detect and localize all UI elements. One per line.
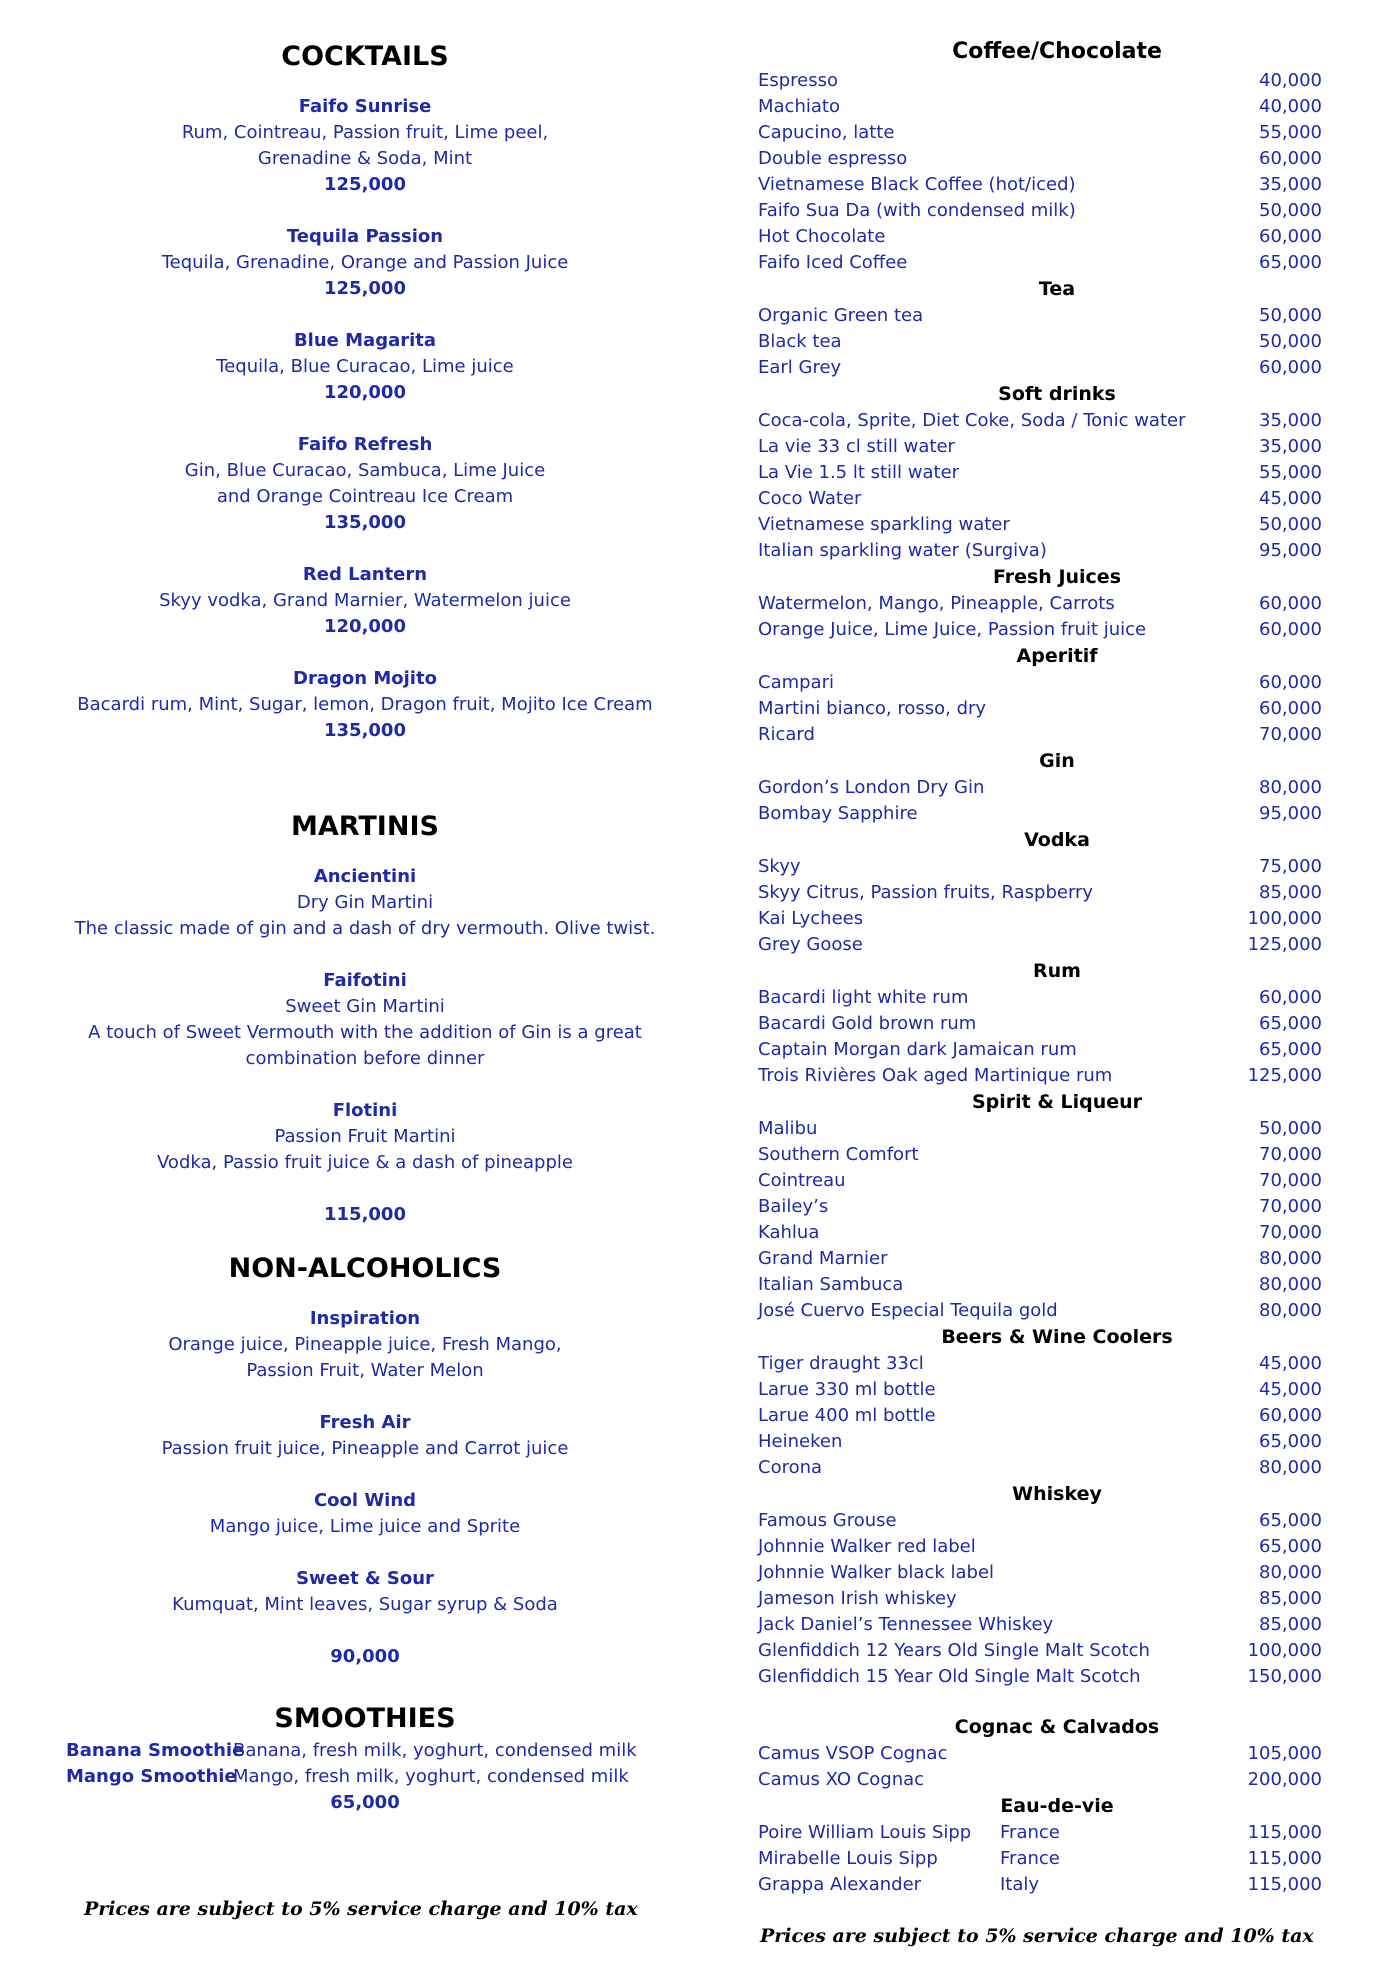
martini-subtitle: Dry Gin Martini <box>296 892 434 913</box>
cocktail-name: Dragon Mojito <box>293 668 437 689</box>
drink-name: Ricard <box>758 724 815 745</box>
drink-price: 75,000 <box>1259 856 1322 877</box>
drink-name: Watermelon, Mango, Pineapple, Carrots <box>758 593 1115 614</box>
drink-price: 45,000 <box>1259 1353 1322 1374</box>
price-row <box>752 801 1332 827</box>
martini-description: Vodka, Passio fruit juice & a dash of pineapple <box>157 1152 573 1173</box>
price-row <box>752 1534 1332 1560</box>
cocktail-price: 135,000 <box>324 512 406 533</box>
price-row <box>752 146 1332 172</box>
drink-name: Italian sparkling water (Surgiva) <box>758 540 1047 561</box>
price-row <box>752 1298 1332 1324</box>
drink-name: Coco Water <box>758 488 862 509</box>
drink-name: Cointreau <box>758 1170 846 1191</box>
price-row <box>752 1011 1332 1037</box>
drink-price: 65,000 <box>1259 1013 1322 1034</box>
non-alcoholic-name: Fresh Air <box>319 1412 411 1433</box>
price-row <box>752 932 1332 958</box>
martinis-price: 115,000 <box>324 1204 406 1225</box>
smoothie-name: Mango Smoothie <box>66 1766 237 1787</box>
smoothie-row <box>66 1764 664 1790</box>
section-heading-aperitif: Aperitif <box>1016 645 1098 667</box>
cocktail-price: 125,000 <box>324 174 406 195</box>
drink-name: Bacardi Gold brown rum <box>758 1013 977 1034</box>
cocktail-list <box>66 94 664 744</box>
drink-price: 40,000 <box>1259 96 1322 117</box>
cocktail-item <box>66 666 664 744</box>
drink-name: Jack Daniel’s Tennessee Whiskey <box>758 1614 1054 1635</box>
drink-name: Grey Goose <box>758 934 863 955</box>
section-heading-rum: Rum <box>1033 960 1081 982</box>
drink-price: 95,000 <box>1259 803 1322 824</box>
price-row <box>752 1194 1332 1220</box>
drink-price: 105,000 <box>1247 1743 1322 1764</box>
drink-price: 40,000 <box>1259 70 1322 91</box>
martini-name: Ancientini <box>313 866 417 887</box>
drink-price: 100,000 <box>1247 908 1322 929</box>
drink-name: Famous Grouse <box>758 1510 897 1531</box>
non-alcoholic-item <box>66 1488 664 1540</box>
drink-name: Larue 330 ml bottle <box>758 1379 936 1400</box>
smoothie-description: Mango, fresh milk, yoghurt, condensed milk <box>233 1766 629 1787</box>
drink-name: Camus XO Cognac <box>758 1769 925 1790</box>
non-alcoholics-list <box>66 1306 664 1618</box>
drink-price: 45,000 <box>1259 1379 1322 1400</box>
section-spacer <box>752 1690 1332 1714</box>
cocktail-description: Tequila, Grenadine, Orange and Passion Juice <box>161 252 569 273</box>
price-row <box>752 486 1332 512</box>
drink-name: Corona <box>758 1457 823 1478</box>
martini-name: Flotini <box>332 1100 398 1121</box>
price-row <box>752 880 1332 906</box>
drink-name: Espresso <box>758 70 839 91</box>
drink-name: Vietnamese sparkling water <box>758 514 1010 535</box>
drink-price: 60,000 <box>1259 987 1322 1008</box>
price-row <box>752 1820 1332 1846</box>
non-alcoholic-description: Passion fruit juice, Pineapple and Carrot juice <box>161 1438 569 1459</box>
martini-description: The classic made of gin and a dash of dry vermouth. Olive twist. <box>74 918 656 939</box>
price-row <box>752 670 1332 696</box>
drink-price: 150,000 <box>1247 1666 1322 1687</box>
cocktail-description: Bacardi rum, Mint, Sugar, lemon, Dragon fruit, Mojito Ice Cream <box>77 694 653 715</box>
drink-price: 125,000 <box>1247 934 1322 955</box>
drink-price: 80,000 <box>1259 777 1322 798</box>
martini-subtitle: Sweet Gin Martini <box>285 996 445 1017</box>
martini-item <box>66 968 664 1072</box>
price-row <box>752 120 1332 146</box>
drink-price: 35,000 <box>1259 174 1322 195</box>
cocktail-item <box>66 94 664 198</box>
price-row <box>752 1455 1332 1481</box>
drink-name: Johnnie Walker black label <box>758 1562 995 1583</box>
drink-name: Bacardi light white rum <box>758 987 969 1008</box>
drink-name: Orange Juice, Lime Juice, Passion fruit juice <box>758 619 1147 640</box>
drink-price: 65,000 <box>1259 1536 1322 1557</box>
price-row <box>752 1846 1332 1872</box>
drink-price: 60,000 <box>1259 593 1322 614</box>
drink-price: 70,000 <box>1259 1144 1322 1165</box>
drink-name: Malibu <box>758 1118 818 1139</box>
service-charge-note-left: Prices are subject to 5% service charge and 10% tax <box>84 1898 638 1920</box>
service-charge-note-right: Prices are subject to 5% service charge and 10% tax <box>760 1925 1314 1947</box>
cocktail-item <box>66 562 664 640</box>
drink-price: 125,000 <box>1247 1065 1322 1086</box>
non-alcoholic-description: Kumquat, Mint leaves, Sugar syrup & Soda <box>172 1594 558 1615</box>
price-row <box>752 1037 1332 1063</box>
drink-name: Kai Lychees <box>758 908 864 929</box>
section-heading-beers: Beers & Wine Coolers <box>941 1326 1173 1348</box>
drink-name: Campari <box>758 672 834 693</box>
smoothie-name: Banana Smoothie <box>66 1740 245 1761</box>
martini-subtitle: Passion Fruit Martini <box>274 1126 456 1147</box>
price-row <box>752 538 1332 564</box>
drink-price: 65,000 <box>1259 252 1322 273</box>
martinis-title: MARTINIS <box>291 811 439 842</box>
martini-item <box>66 1098 664 1176</box>
section-heading-spirit: Spirit & Liqueur <box>971 1091 1143 1113</box>
drink-price: 85,000 <box>1259 1588 1322 1609</box>
drink-price: 35,000 <box>1259 410 1322 431</box>
price-row <box>752 1664 1332 1690</box>
drink-price: 50,000 <box>1259 514 1322 535</box>
cocktail-name: Blue Magarita <box>293 330 437 351</box>
drink-price: 60,000 <box>1259 698 1322 719</box>
martini-description: A touch of Sweet Vermouth with the addition of Gin is a great <box>88 1022 642 1043</box>
price-row <box>752 1168 1332 1194</box>
drink-name: Glenfiddich 12 Years Old Single Malt Scotch <box>758 1640 1150 1661</box>
drink-price: 80,000 <box>1259 1300 1322 1321</box>
drink-name: La vie 33 cl still water <box>758 436 955 457</box>
smoothies-price: 65,000 <box>330 1792 400 1813</box>
drink-name: Glenfiddich 15 Year Old Single Malt Scotch <box>758 1666 1141 1687</box>
drink-price: 50,000 <box>1259 331 1322 352</box>
drink-name: Machiato <box>758 96 840 117</box>
drink-price: 55,000 <box>1259 122 1322 143</box>
non-alcoholic-item <box>66 1306 664 1384</box>
drink-name: Poire William Louis Sipp <box>758 1822 972 1843</box>
price-row <box>752 1142 1332 1168</box>
price-row <box>752 775 1332 801</box>
drink-name: Skyy Citrus, Passion fruits, Raspberry <box>758 882 1094 903</box>
drink-origin: France <box>1000 1848 1060 1869</box>
drink-name: Mirabelle Louis Sipp <box>758 1848 938 1869</box>
drinks-price-list <box>752 36 1332 1898</box>
drink-name: Martini bianco, rosso, dry <box>758 698 987 719</box>
cocktail-price: 125,000 <box>324 278 406 299</box>
section-heading-gin: Gin <box>1039 750 1075 772</box>
drink-price: 60,000 <box>1259 1405 1322 1426</box>
drink-price: 95,000 <box>1259 540 1322 561</box>
left-column <box>66 40 664 1816</box>
drink-name: Hot Chocolate <box>758 226 886 247</box>
drink-price: 50,000 <box>1259 305 1322 326</box>
smoothie-row <box>66 1738 664 1764</box>
drink-name: Kahlua <box>758 1222 820 1243</box>
non-alcoholic-name: Sweet & Sour <box>296 1568 434 1589</box>
section-heading-cognac: Cognac & Calvados <box>954 1716 1160 1738</box>
cocktail-description: Grenadine & Soda, Mint <box>257 148 473 169</box>
cocktail-description: Tequila, Blue Curacao, Lime juice <box>216 356 514 377</box>
drink-name: Southern Comfort <box>758 1144 919 1165</box>
drink-name: Faifo Iced Coffee <box>758 252 908 273</box>
drink-price: 70,000 <box>1259 1170 1322 1191</box>
drink-price: 35,000 <box>1259 436 1322 457</box>
drink-name: Larue 400 ml bottle <box>758 1405 936 1426</box>
drink-name: Vietnamese Black Coffee (hot/iced) <box>758 174 1076 195</box>
price-row <box>752 1741 1332 1767</box>
drink-price: 70,000 <box>1259 1196 1322 1217</box>
price-row <box>752 1429 1332 1455</box>
cocktails-title: COCKTAILS <box>281 41 449 72</box>
martini-list <box>66 864 664 1176</box>
cocktail-description: Rum, Cointreau, Passion fruit, Lime peel, <box>181 122 549 143</box>
price-row <box>752 1872 1332 1898</box>
cocktail-description: and Orange Cointreau Ice Cream <box>216 486 514 507</box>
drink-price: 200,000 <box>1247 1769 1322 1790</box>
price-row <box>752 906 1332 932</box>
cocktail-name: Faifo Sunrise <box>298 96 432 117</box>
price-row <box>752 1351 1332 1377</box>
drink-name: Bailey’s <box>758 1196 829 1217</box>
drink-price: 115,000 <box>1247 1822 1322 1843</box>
drink-price: 80,000 <box>1259 1457 1322 1478</box>
drink-price: 70,000 <box>1259 724 1322 745</box>
section-heading-whiskey: Whiskey <box>1012 1483 1102 1505</box>
non-alcoholic-item <box>66 1566 664 1618</box>
drink-price: 45,000 <box>1259 488 1322 509</box>
drink-price: 70,000 <box>1259 1222 1322 1243</box>
drink-name: José Cuervo Especial Tequila gold <box>758 1300 1058 1321</box>
non-alcoholic-description: Mango juice, Lime juice and Sprite <box>209 1516 521 1537</box>
martini-name: Faifotini <box>323 970 407 991</box>
price-row <box>752 591 1332 617</box>
cocktail-description: Skyy vodka, Grand Marnier, Watermelon juice <box>159 590 571 611</box>
drink-origin: Italy <box>1000 1874 1040 1895</box>
drink-name: Captain Morgan dark Jamaican rum <box>758 1039 1077 1060</box>
price-row <box>752 1612 1332 1638</box>
non-alcoholic-name: Inspiration <box>309 1308 421 1329</box>
price-row <box>752 1586 1332 1612</box>
drink-price: 60,000 <box>1259 672 1322 693</box>
drink-price: 100,000 <box>1247 1640 1322 1661</box>
drink-name: Double espresso <box>758 148 908 169</box>
price-row <box>752 198 1332 224</box>
smoothie-description: Banana, fresh milk, yoghurt, condensed milk <box>233 1740 637 1761</box>
price-row <box>752 303 1332 329</box>
drink-name: Skyy <box>758 856 801 877</box>
non-alcoholics-title: NON-ALCOHOLICS <box>228 1253 502 1284</box>
drink-price: 65,000 <box>1259 1039 1322 1060</box>
price-row <box>752 1638 1332 1664</box>
price-row <box>752 1272 1332 1298</box>
price-row <box>752 985 1332 1011</box>
drink-name: La Vie 1.5 lt still water <box>758 462 960 483</box>
drink-origin: France <box>1000 1822 1060 1843</box>
smoothies-title: SMOOTHIES <box>274 1703 456 1734</box>
section-heading-soft: Soft drinks <box>998 383 1116 405</box>
price-row <box>752 722 1332 748</box>
price-row <box>752 1560 1332 1586</box>
cocktail-item <box>66 224 664 302</box>
price-row <box>752 224 1332 250</box>
price-row <box>752 68 1332 94</box>
section-heading-eau: Eau-de-vie <box>1000 1795 1114 1817</box>
drink-price: 115,000 <box>1247 1874 1322 1895</box>
price-row <box>752 1767 1332 1793</box>
drink-name: Grappa Alexander <box>758 1874 922 1895</box>
non-alcoholics-price: 90,000 <box>330 1646 400 1667</box>
drink-price: 50,000 <box>1259 200 1322 221</box>
drink-name: Italian Sambuca <box>758 1274 904 1295</box>
price-row <box>752 512 1332 538</box>
price-row <box>752 1220 1332 1246</box>
price-row <box>752 1377 1332 1403</box>
drink-price: 85,000 <box>1259 882 1322 903</box>
drink-name: Johnnie Walker red label <box>758 1536 976 1557</box>
martini-description: combination before dinner <box>245 1048 485 1069</box>
drink-price: 60,000 <box>1259 226 1322 247</box>
drink-name: Capucino, latte <box>758 122 895 143</box>
non-alcoholic-name: Cool Wind <box>313 1490 417 1511</box>
cocktail-description: Gin, Blue Curacao, Sambuca, Lime Juice <box>184 460 546 481</box>
section-heading-coffee: Coffee/Chocolate <box>952 39 1162 64</box>
price-row <box>752 1063 1332 1089</box>
price-row <box>752 329 1332 355</box>
cocktail-item <box>66 328 664 406</box>
drink-name: Tiger draught 33cl <box>758 1353 924 1374</box>
price-row <box>752 408 1332 434</box>
cocktail-price: 120,000 <box>324 616 406 637</box>
drink-price: 60,000 <box>1259 619 1322 640</box>
cocktail-price: 120,000 <box>324 382 406 403</box>
drink-name: Faifo Sua Da (with condensed milk) <box>758 200 1076 221</box>
drink-name: Camus VSOP Cognac <box>758 1743 948 1764</box>
cocktail-price: 135,000 <box>324 720 406 741</box>
drink-price: 80,000 <box>1259 1248 1322 1269</box>
drink-name: Earl Grey <box>758 357 842 378</box>
martini-item <box>66 864 664 942</box>
drink-name: Black tea <box>758 331 842 352</box>
drink-price: 60,000 <box>1259 357 1322 378</box>
drink-name: Gordon’s London Dry Gin <box>758 777 985 798</box>
price-row <box>752 696 1332 722</box>
price-row <box>752 1116 1332 1142</box>
drink-price: 50,000 <box>1259 1118 1322 1139</box>
drink-name: Jameson Irish whiskey <box>758 1588 957 1609</box>
price-row <box>752 355 1332 381</box>
drink-price: 115,000 <box>1247 1848 1322 1869</box>
price-row <box>752 434 1332 460</box>
smoothie-list <box>66 1738 664 1790</box>
price-row <box>752 172 1332 198</box>
non-alcoholic-item <box>66 1410 664 1462</box>
cocktail-name: Faifo Refresh <box>297 434 433 455</box>
drink-price: 55,000 <box>1259 462 1322 483</box>
drink-name: Trois Rivières Oak aged Martinique rum <box>758 1065 1113 1086</box>
drink-name: Bombay Sapphire <box>758 803 918 824</box>
non-alcoholic-description: Orange juice, Pineapple juice, Fresh Mango, <box>168 1334 562 1355</box>
price-row <box>752 250 1332 276</box>
drink-name: Coca-cola, Sprite, Diet Coke, Soda / Tonic water <box>758 410 1186 431</box>
drink-price: 80,000 <box>1259 1562 1322 1583</box>
section-heading-tea: Tea <box>1038 278 1076 300</box>
price-row <box>752 854 1332 880</box>
cocktail-name: Red Lantern <box>302 564 428 585</box>
drink-name: Organic Green tea <box>758 305 924 326</box>
price-row <box>752 1246 1332 1272</box>
section-heading-vodka: Vodka <box>1024 829 1090 851</box>
drink-price: 80,000 <box>1259 1274 1322 1295</box>
price-row <box>752 94 1332 120</box>
price-row <box>752 1508 1332 1534</box>
section-heading-juices: Fresh Juices <box>992 566 1122 588</box>
drink-price: 85,000 <box>1259 1614 1322 1635</box>
cocktail-item <box>66 432 664 536</box>
drink-name: Grand Marnier <box>758 1248 888 1269</box>
cocktail-name: Tequila Passion <box>286 226 444 247</box>
price-row <box>752 617 1332 643</box>
price-row <box>752 1403 1332 1429</box>
price-row <box>752 460 1332 486</box>
drink-price: 60,000 <box>1259 148 1322 169</box>
drink-name: Heineken <box>758 1431 843 1452</box>
drink-price: 65,000 <box>1259 1431 1322 1452</box>
non-alcoholic-description: Passion Fruit, Water Melon <box>246 1360 484 1381</box>
drink-price: 65,000 <box>1259 1510 1322 1531</box>
